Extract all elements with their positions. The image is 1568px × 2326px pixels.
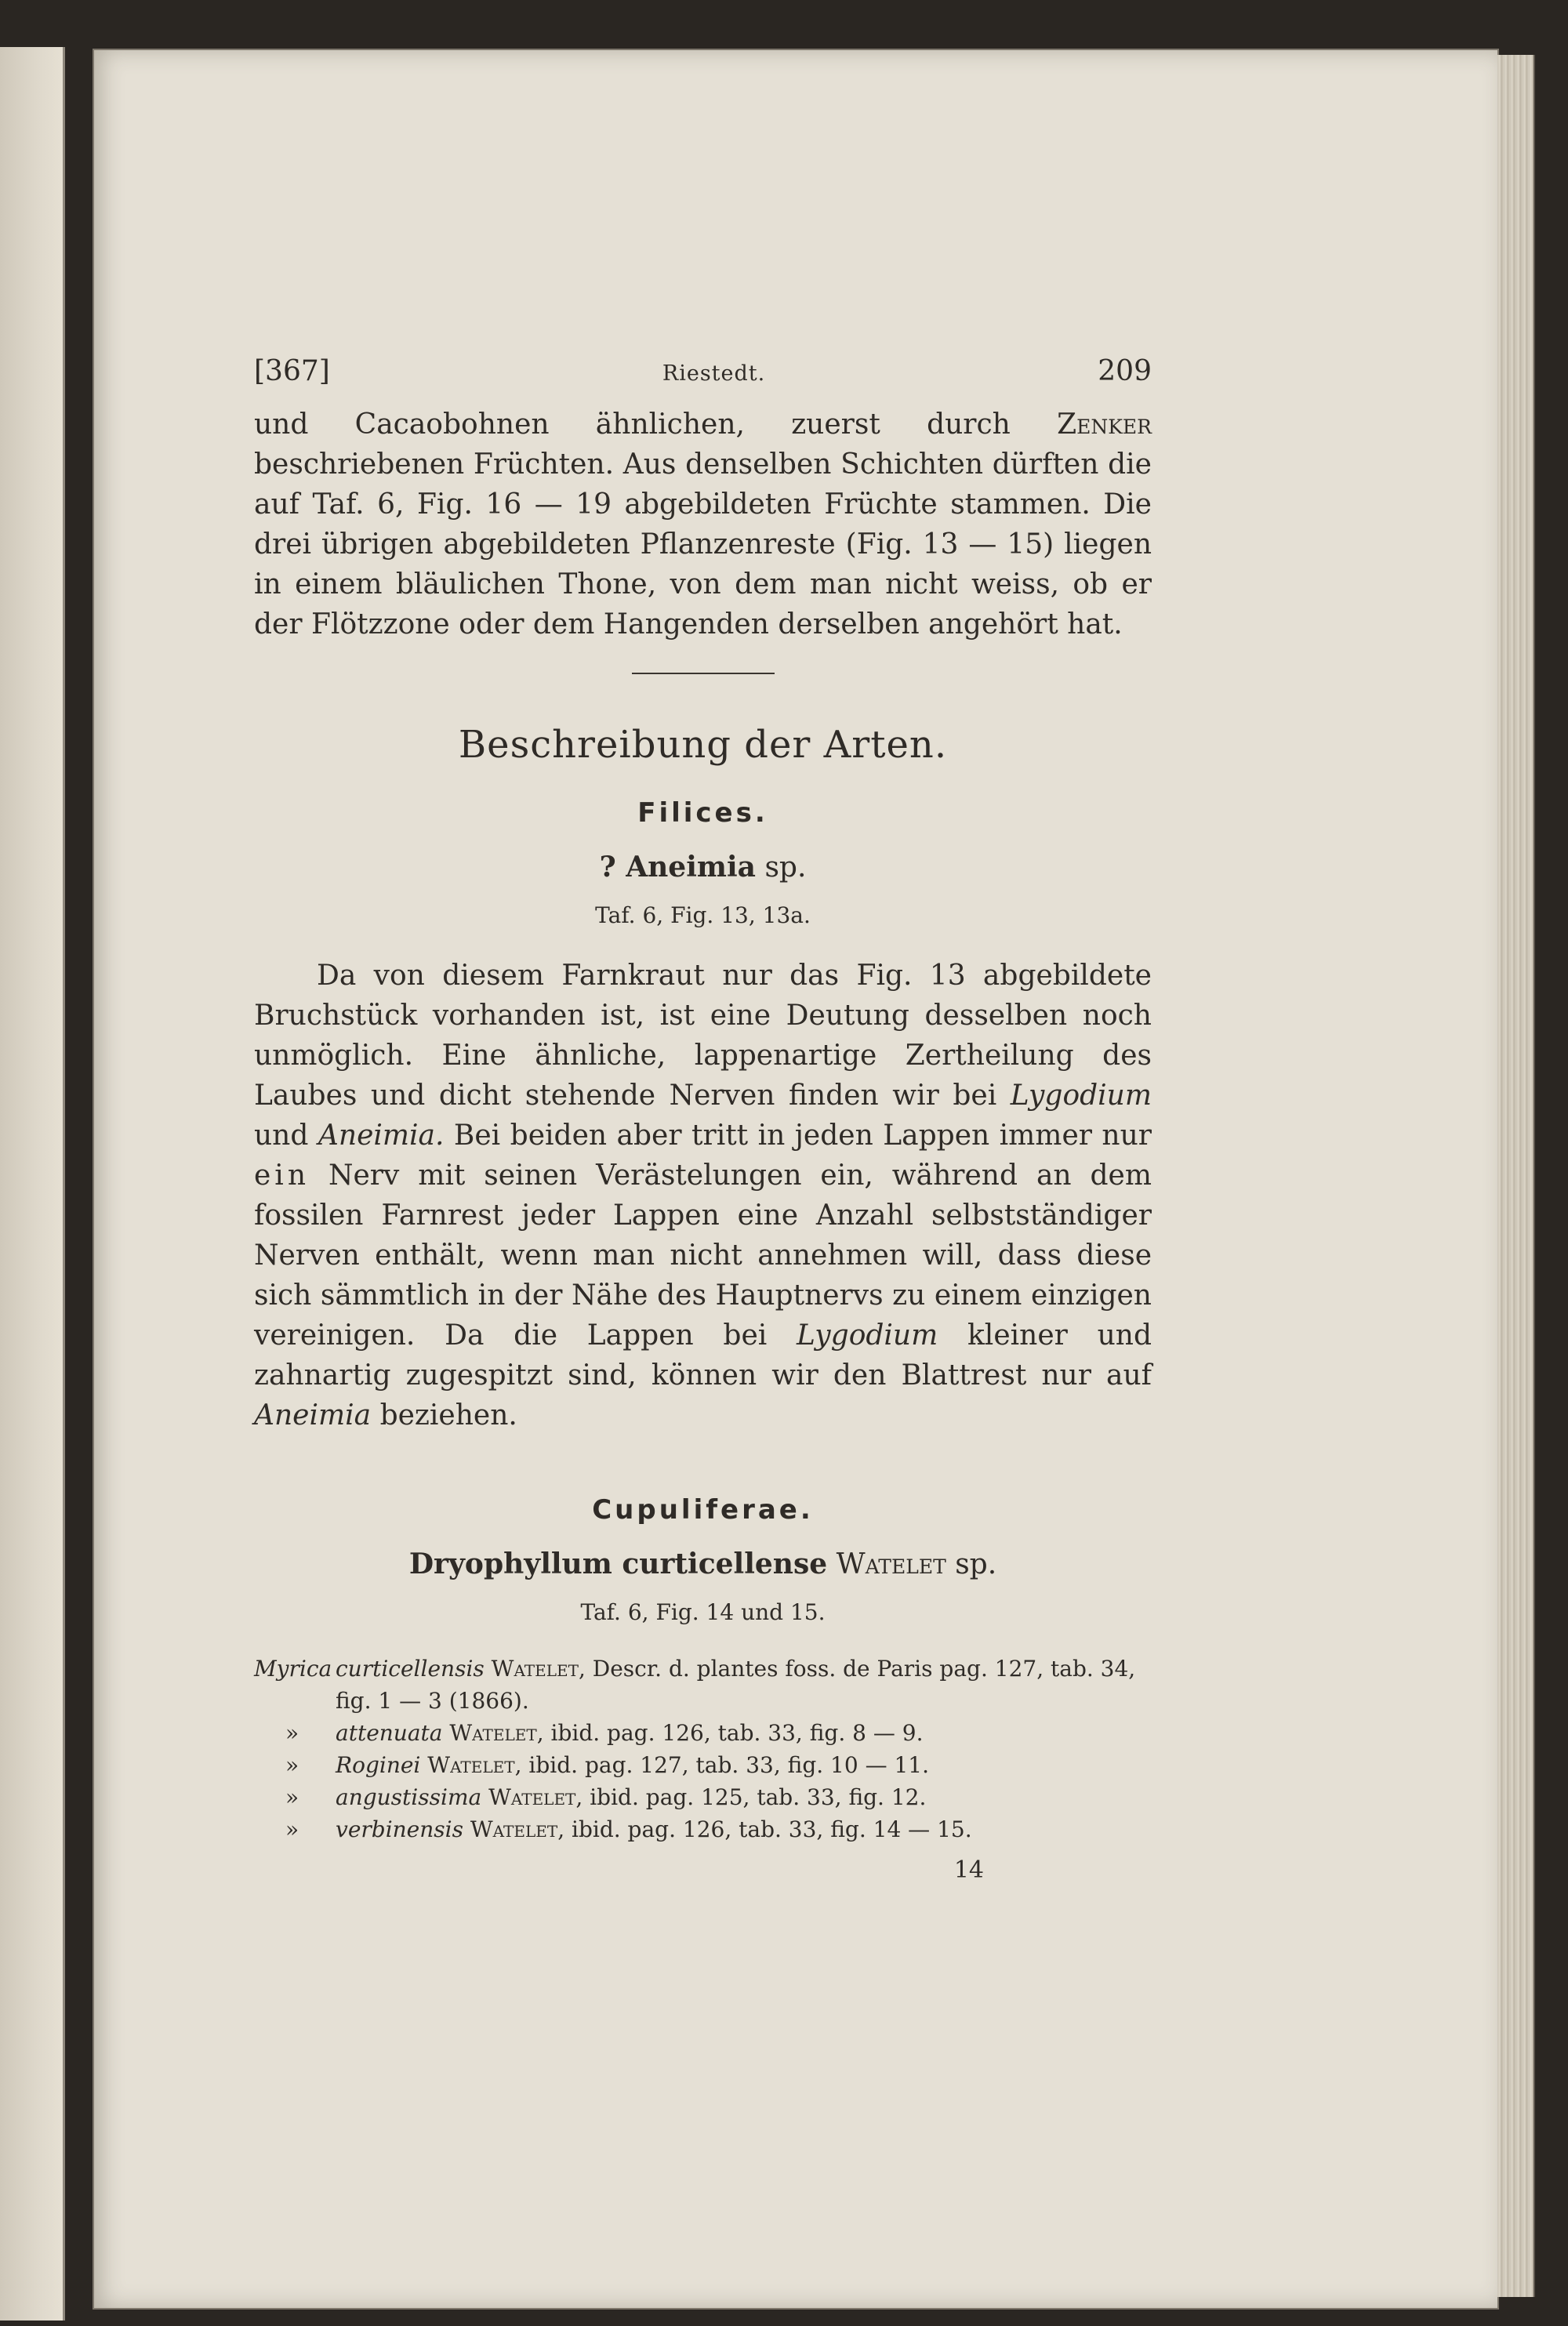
page-block-edge: [1497, 55, 1535, 2297]
synonym-entry: » verbinensis Watelet, ibid. pag. 126, tab. 33, fig. 14 — 15.: [285, 1816, 972, 1842]
synonym-entry: » Roginei Watelet, ibid. pag. 127, tab. 33, fig. 10 — 11.: [285, 1752, 929, 1778]
page-content: [254, 351, 1152, 1890]
synonymy-list: [254, 1653, 1152, 1845]
synonym-entry: Myrica curticellensis Watelet, Descr. d. plantes foss. de Paris pag. 127, tab. 34,: [254, 1656, 1136, 1682]
author-zenker: Zenker: [1057, 408, 1152, 441]
synonym-entry: » angustissima Watelet, ibid. pag. 125, tab. 33, fig. 12.: [285, 1784, 927, 1810]
synonym-continuation: fig. 1 — 3 (1866).: [336, 1688, 529, 1714]
facing-page-edge: [0, 47, 65, 2321]
synonym-entry: » attenuata Watelet, ibid. pag. 126, tab. 33, fig. 8 — 9.: [285, 1720, 924, 1746]
intro-paragraph: und Cacaobohnen ähnlichen, zuerst durch Zenker beschriebenen Früchten. Aus denselben Schichten dürften die auf Taf. 6, Fig. 16 — 19 abgebildeten Früchte stammen. Die drei übrigen abgebildeten Pflanzenreste (Fig. 13 — 15) liegen in einem bläulichen Thone, von dem man nicht weiss, ob er der Flötzzone oder dem Hangenden derselben angehört hat.: [254, 408, 1152, 640]
section-title: Beschreibung der Arten.: [458, 723, 948, 767]
plate-reference: Taf. 6, Fig. 14 und 15.: [580, 1599, 826, 1625]
species-heading-dryophyllum: Dryophyllum curticellense Watelet sp.: [408, 1548, 997, 1580]
plate-reference: Taf. 6, Fig. 13, 13a.: [595, 902, 811, 928]
running-head: [254, 351, 1152, 394]
family-heading-cupuliferae: Cupuliferae.: [592, 1494, 814, 1526]
signature-mark: 14: [953, 1856, 984, 1884]
section-divider: [632, 673, 775, 674]
page-number: 209: [1098, 355, 1152, 387]
running-title: Riestedt.: [662, 361, 766, 386]
aneimia-description: Da von diesem Farnkraut nur das Fig. 13 abgebildete Bruchstück vorhanden ist, ist eine Deutung desselben noch unmöglich. Eine ähnliche, lappenartige Zertheilung des Laubes und dicht stehende Nerven finden wir bei Lygodium und Aneimia. Bei beiden aber tritt in jeden Lappen immer nur ein Nerv mit seinen Verästelungen ein, während an dem fossilen Farnrest jeder Lappen eine Anzahl selbstständiger Nerven enthält, wenn man nicht annehmen will, dass diese sich sämmtlich in der Nähe des Hauptnervs zu einem einzigen vereinigen. Da die Lappen bei Lygodium kleiner und zahnartig zugespitzt sind, können wir den Blattrest nur auf Aneimia beziehen.: [254, 960, 1152, 1432]
page-tag: [367]: [254, 355, 330, 387]
family-heading-filices: Filices.: [637, 797, 768, 829]
species-heading-aneimia: ? Aneimia sp.: [599, 851, 807, 884]
